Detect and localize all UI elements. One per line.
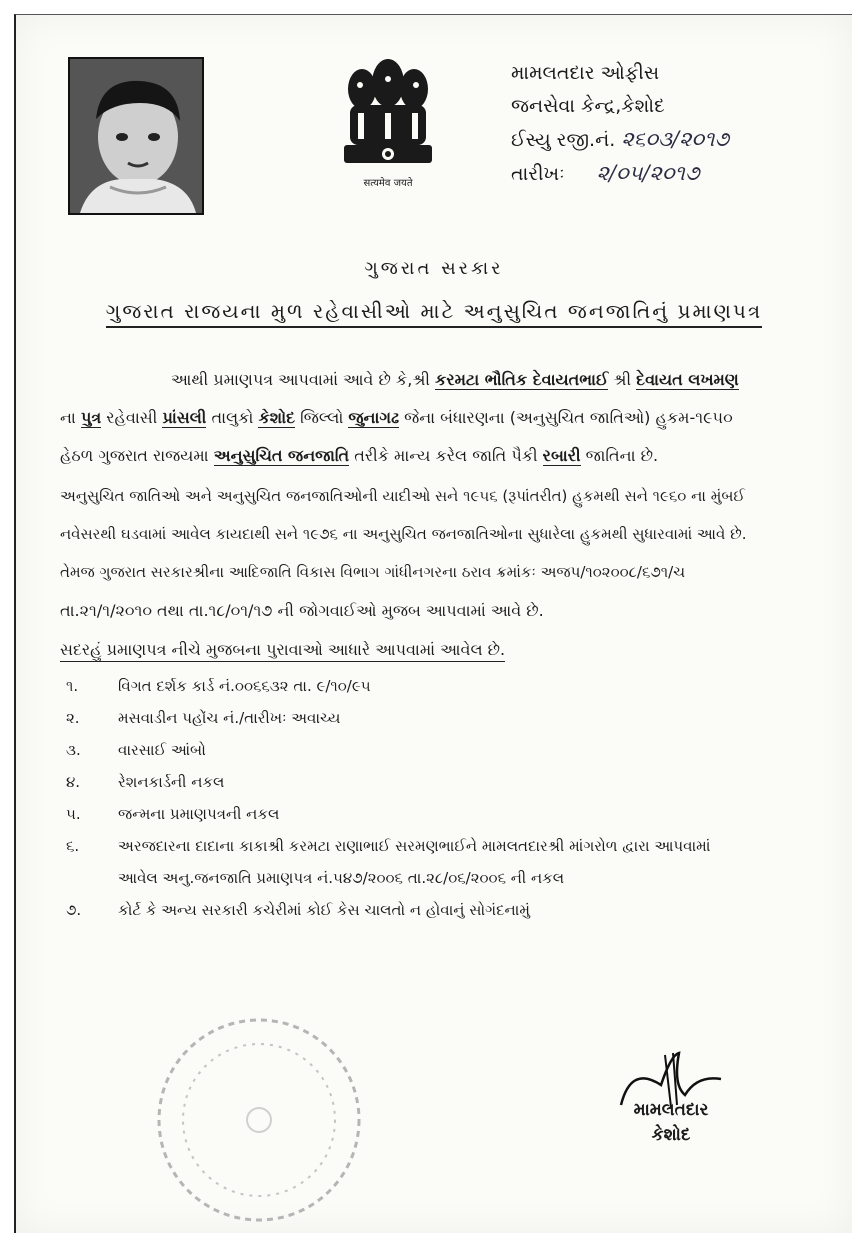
office-header [511, 57, 729, 191]
body-text: જેના બંધારણના (અનુસુચિત જાતિઓ) હુકમ-૧૯૫૦ [404, 408, 733, 427]
body-text: શ્રી [613, 370, 632, 389]
list-number: ૭. [66, 901, 82, 919]
list-number: ૫. [66, 805, 81, 823]
body-text: જાતિના છે. [585, 446, 659, 465]
issue-number: ૨૬૦૩/૨૦૧૭ [621, 127, 729, 151]
body-line-1 [171, 370, 863, 390]
list-item [66, 837, 710, 855]
body-line-5: નવેસરથી ઘડવામાં આવેલ કાયદાથી સને ૧૯૭૬ ના અનુસુચિત જનજાતિઓના સુધારેલા હુકમથી સુધારવામાં આવે છે. [60, 525, 747, 543]
body-line-7: તા.૨૧/૧/૨૦૧૦ તથા તા.૧૮/૦૧/૧૭ ની જોગવાઈઓ મુજબ આપવામાં આવે છે. [60, 601, 544, 620]
documents-heading: સદરહું પ્રમાણપત્ર નીચે મુજબના પુરાવાઓ આધારે આપવામાં આવેલ છે. [60, 640, 505, 662]
body-line-6: તેમજ ગુજરાત સરકારશ્રીના આદિજાતિ વિકાસ વિભાગ ગાંધીનગરના ઠરાવ ક્રમાંકઃ અજપ/૧૦૨૦૦૮/૬૭૧/ચ [60, 563, 686, 581]
list-item-continuation: આવેલ અનુ.જનજાતિ પ્રમાણપત્ર નં.૫૪૭/૨૦૦૬ તા.૨૮/૦૬/૨૦૦૬ ની નકલ [118, 869, 565, 887]
list-number: ૬. [66, 837, 80, 855]
list-number: ૪. [66, 773, 81, 791]
relation: પુત્ર [80, 408, 102, 427]
body-text: આથી પ્રમાણપત્ર આપવામાં આવે છે કે,શ્રી [171, 370, 430, 389]
signatory-place: કેશોદ [651, 1125, 691, 1145]
applicant-name: કરમટા ભૌતિક દેવાયતભાઈ [435, 370, 609, 389]
jansewa-center: જનસેવા કેન્દ્ર,કેશોદ [511, 95, 665, 117]
list-text: વારસાઈ આંબો [118, 741, 206, 759]
signature-block [610, 1098, 732, 1148]
list-text: મસવાડીન પહોંચ નં./તારીખઃ અવાચ્ય [118, 709, 341, 727]
date-label: તારીખઃ [511, 163, 565, 185]
body-text: જિલ્લો [300, 408, 344, 427]
list-item [66, 901, 530, 919]
list-item [66, 709, 340, 727]
government-title: ગુજરાત સરકાર [364, 258, 504, 279]
certificate-page [14, 14, 852, 1233]
certificate-title-wrap [16, 299, 852, 323]
district-name: જુનાગઢ [348, 408, 400, 427]
applicant-photo [68, 57, 204, 215]
body-text: રહેવાસી [106, 408, 158, 427]
body-text: ના [60, 408, 76, 427]
list-text: રેશનકાર્ડની નકલ [118, 773, 225, 791]
list-number: ૧. [66, 677, 79, 695]
taluka-name: કેશોદ [258, 408, 296, 427]
list-item [66, 677, 371, 695]
body-text: હેઠળ ગુજરાત રાજયમા [60, 446, 209, 465]
tribe-category: અનુસુચિત જનજાતિ [213, 446, 350, 465]
list-text: જન્મના પ્રમાણપત્રની નકલ [118, 805, 280, 823]
list-number: ૩. [66, 741, 81, 759]
emblem-motto: सत्यमेव जयते [363, 178, 413, 189]
body-line-2 [60, 408, 842, 428]
body-text: તાલુકો [211, 408, 254, 427]
issue-label: ઈસ્યુ રજી.નં. [511, 129, 616, 151]
list-text: વિગત દર્શક કાર્ડ નં.૦૦૬૬૩૨ તા. ૯/૧૦/૯૫ [118, 677, 371, 695]
child-photo-image [70, 59, 202, 213]
ashoka-emblem-icon [336, 53, 440, 193]
caste-name: રબારી [542, 446, 581, 465]
list-item [66, 741, 206, 759]
date-value: ૨/૦૫/૨૦૧૭ [596, 161, 700, 185]
father-name: દેવાયત લખમણ [636, 370, 739, 389]
list-text: અરજદારના દાદાના કાકાશ્રી કરમટા રાણાભાઈ સરમણભાઈને મામલતદારશ્રી માંગરોળ દ્વારા આપવામાં [118, 837, 711, 855]
village-name: પ્રાંસલી [162, 408, 207, 427]
date-row [511, 157, 729, 191]
signatory-designation: મામલતદાર [633, 1100, 709, 1120]
body-line-3 [60, 446, 842, 466]
certificate-title: ગુજરાત રાજયના મુળ રહેવાસીઓ માટે અનુસુચિત જનજાતિનું પ્રમાણપત્ર [106, 299, 762, 328]
list-item [66, 805, 279, 823]
body-text: તરીકે માન્ય કરેલ જાતિ પૈકી [354, 446, 538, 465]
office-name: મામલતદાર ઓફીસ [511, 62, 660, 84]
list-number: ૨. [66, 709, 80, 727]
list-text: કોર્ટ કે અન્ય સરકારી કચેરીમાં કોઈ કેસ ચાલતો ન હોવાનું સોગંદનામું [118, 901, 530, 919]
issue-register-row [511, 123, 729, 157]
office-seal [144, 1010, 374, 1230]
body-line-4: અનુસુચિત જાતિઓ અને અનુસુચિત જનજાતિઓની યાદીઓ સને ૧૯૫૬ (રૂપાંતરીત) હુકમથી સને ૧૯૬૦ ના મુંબઈ [60, 487, 745, 505]
list-item [66, 773, 224, 791]
round-seal-stamp-icon [144, 1010, 374, 1230]
national-emblem [336, 53, 440, 193]
